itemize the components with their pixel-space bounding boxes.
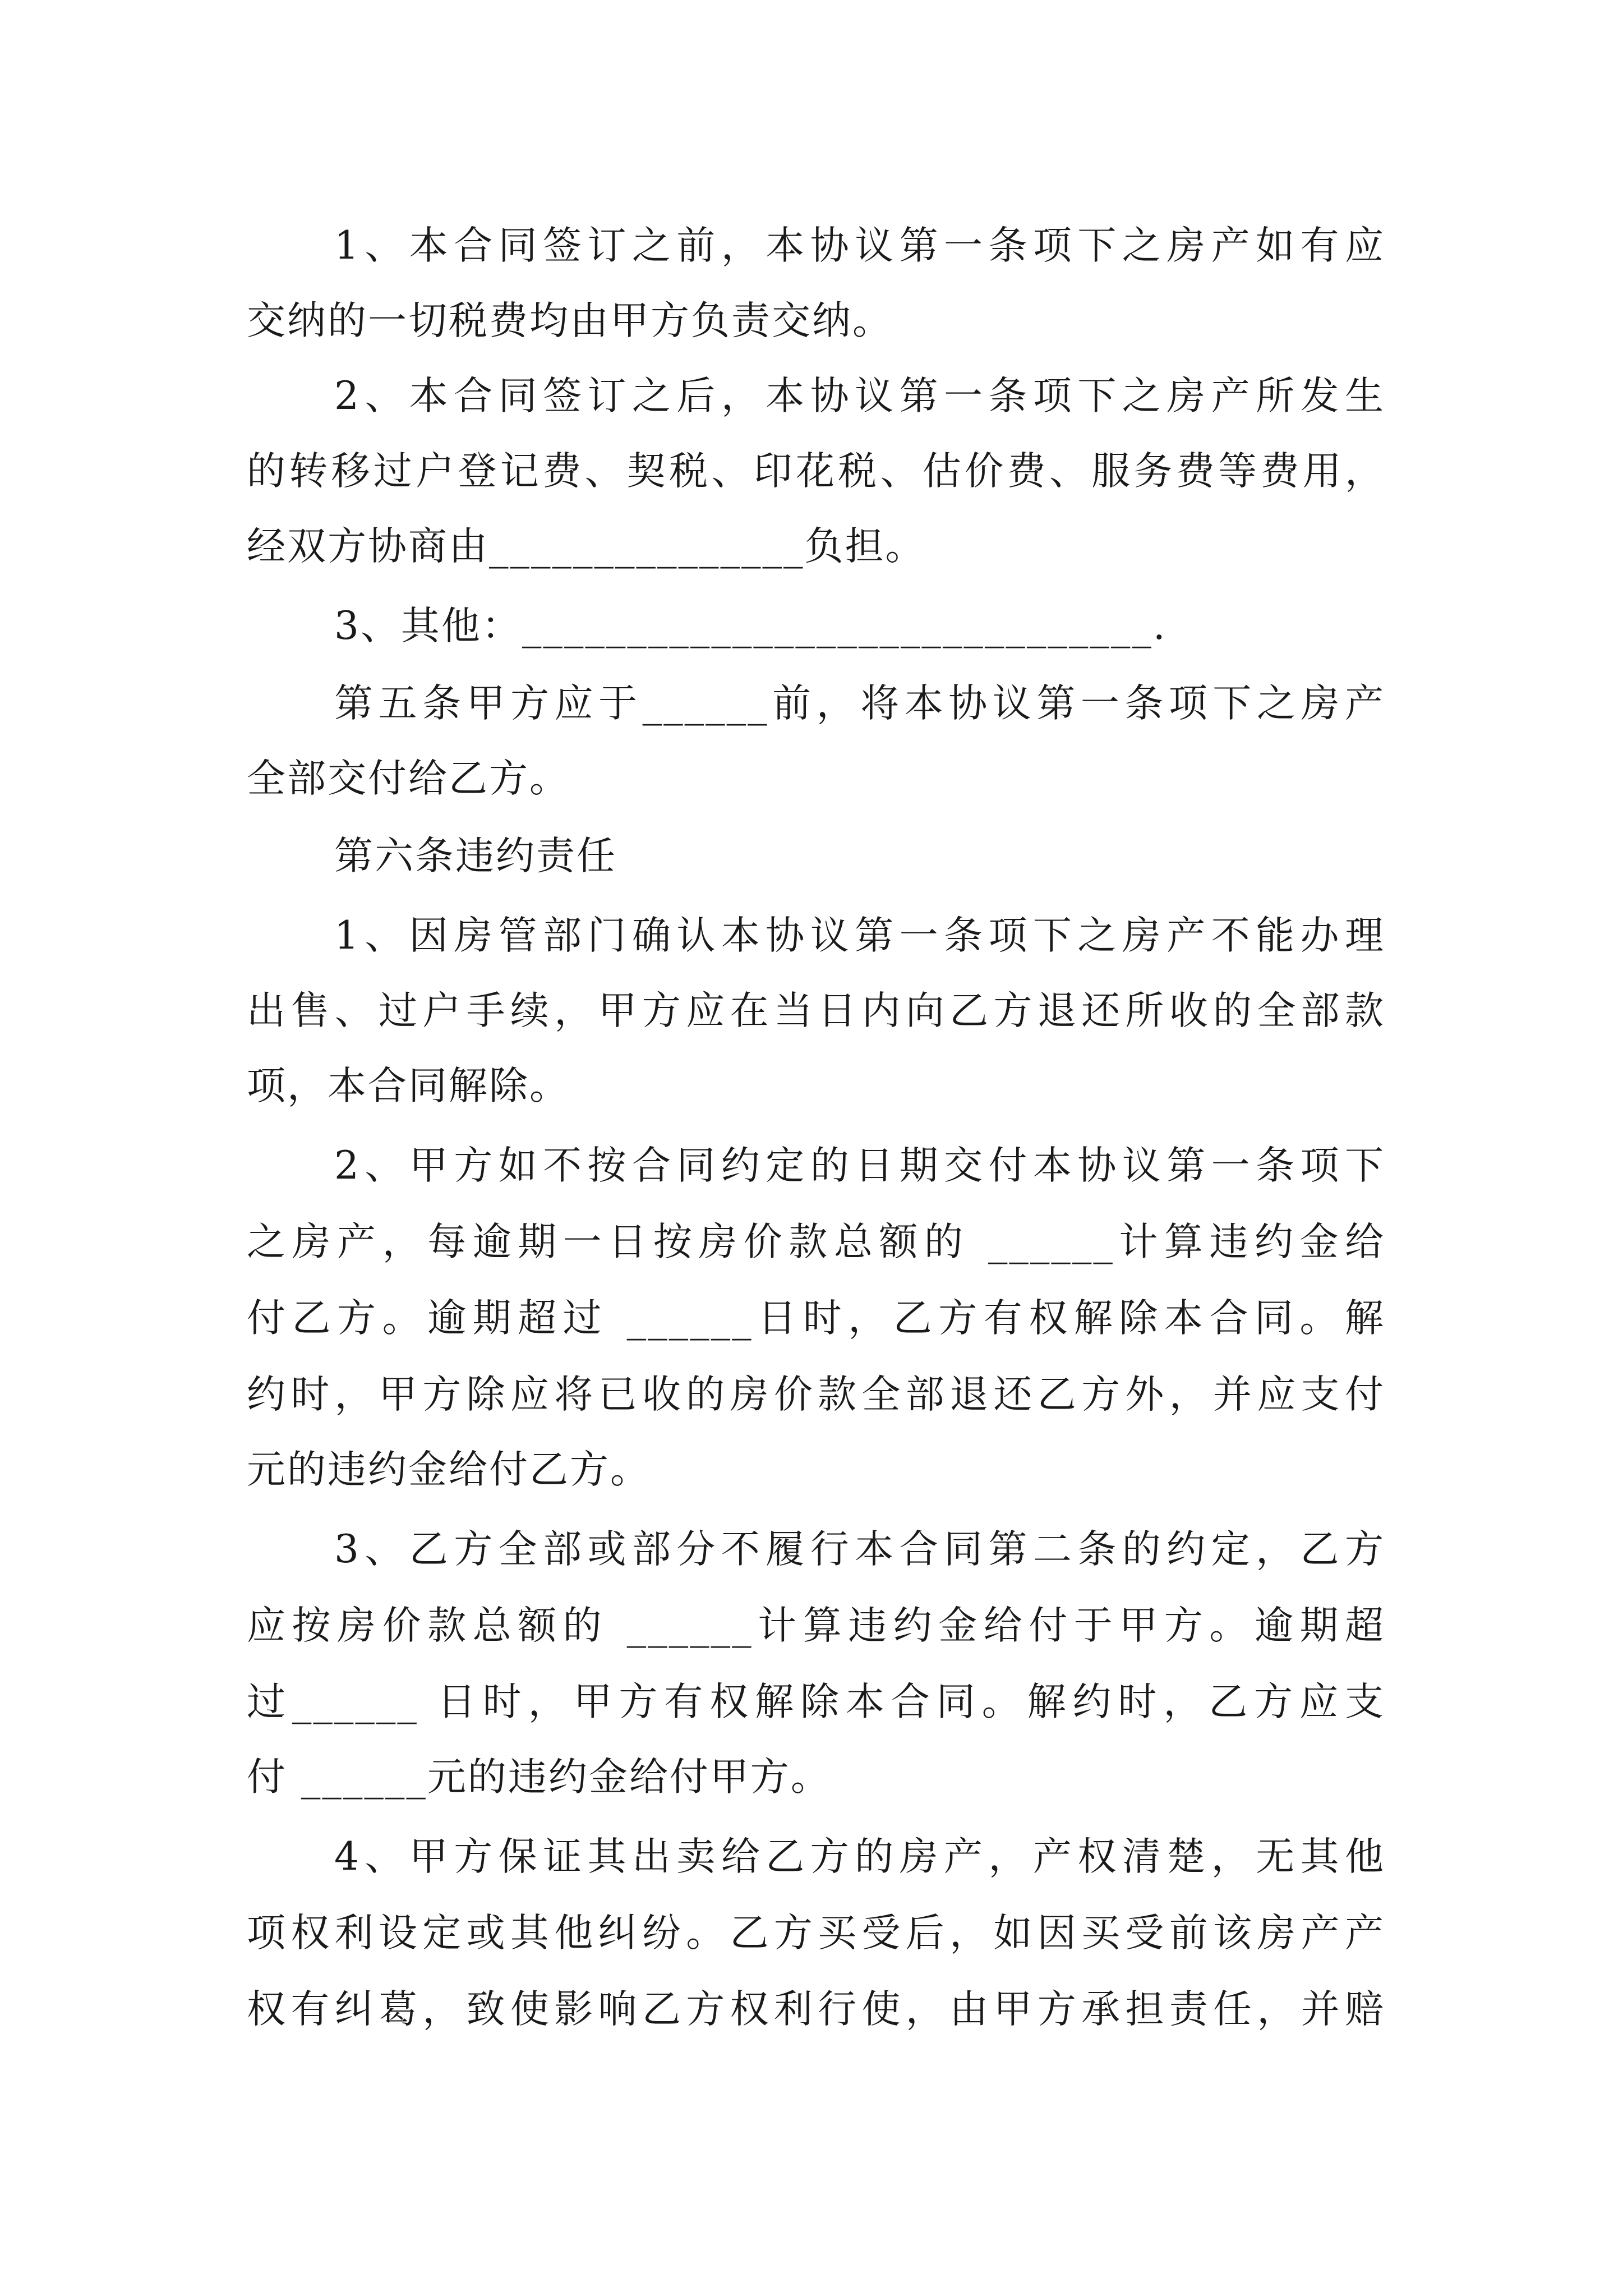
paragraph-line: 元的违约金给付乙方。 [247, 1447, 651, 1492]
paragraph-line: 全部交付给乙方。 [247, 756, 570, 801]
paragraph-line: 应按房价款总额的 ______计算违约金给付于甲方。逾期超 [247, 1603, 1385, 1648]
paragraph-line: 2、本合同签订之后，本协议第一条项下之房产所发生 [334, 374, 1385, 418]
paragraph-line: 权有纠葛，致使影响乙方权利行使，由甲方承担责任，并赔 [247, 1987, 1385, 2032]
paragraph-line: 项，本合同解除。 [247, 1064, 570, 1108]
paragraph-line: 4、甲方保证其出卖给乙方的房产，产权清楚，无其他 [334, 1834, 1385, 1879]
paragraph-line: 经双方协商由_______________负担。 [247, 524, 926, 569]
paragraph-line: 约时，甲方除应将已收的房价款全部退还乙方外，并应支付 [247, 1372, 1385, 1417]
paragraph-line: 付乙方。逾期超过 ______日时，乙方有权解除本合同。解 [247, 1296, 1385, 1341]
paragraph-line: 交纳的一切税费均由甲方负责交纳。 [247, 298, 893, 343]
paragraph-line: 项权利设定或其他纠纷。乙方买受后，如因买受前该房产产 [247, 1911, 1385, 1955]
paragraph-line: 出售、过户手续，甲方应在当日内向乙方退还所收的全部款 [247, 988, 1385, 1033]
paragraph-line: 付 ______元的违约金给付甲方。 [247, 1755, 831, 1800]
paragraph-line: 之房产，每逾期一日按房价款总额的 ______计算违约金给 [247, 1220, 1385, 1264]
paragraph-line: 3、乙方全部或部分不履行本合同第二条的约定，乙方 [334, 1527, 1385, 1572]
paragraph-line: 1、本合同签订之前，本协议第一条项下之房产如有应 [334, 223, 1385, 268]
paragraph-line: 过______ 日时，甲方有权解除本合同。解约时，乙方应支 [247, 1680, 1385, 1724]
paragraph-line: 的转移过户登记费、契税、印花税、估价费、服务费等费用， [247, 449, 1385, 494]
paragraph-line: 1、因房管部门确认本协议第一条项下之房产不能办理 [334, 913, 1385, 958]
section-heading: 第六条违约责任 [334, 834, 617, 878]
paragraph-line: 2、甲方如不按合同约定的日期交付本协议第一条项下 [334, 1143, 1385, 1188]
paragraph-line: 3、其他：______________________________. [334, 604, 1167, 648]
paragraph-line: 第五条甲方应于______前，将本协议第一条项下之房产 [334, 681, 1385, 726]
